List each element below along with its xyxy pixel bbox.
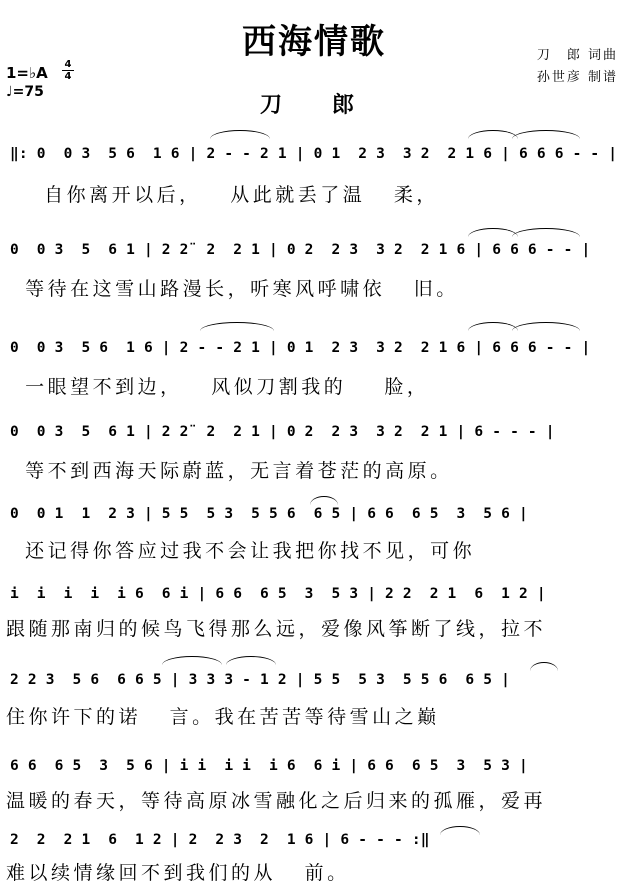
lyric-line-1: 自你离开以后， 从此就丢了温 柔， <box>6 184 439 206</box>
slur-mark <box>200 322 274 331</box>
slur-mark <box>468 130 518 139</box>
song-title: 西海情歌 <box>242 22 386 62</box>
slur-mark <box>512 228 580 237</box>
time-signature <box>62 59 74 82</box>
slur-mark <box>512 322 580 331</box>
transcriber-credit: 孙世彦 制谱 <box>536 70 618 85</box>
slur-mark <box>310 496 338 505</box>
slur-mark <box>440 826 480 835</box>
slur-mark <box>468 322 518 331</box>
slur-mark <box>530 662 558 671</box>
slur-mark <box>512 130 580 139</box>
slur-mark <box>162 656 222 665</box>
singer-name: 刀 郎 <box>259 92 368 118</box>
lyric-line-4: 等不到西海天际蔚蓝，无言着苍茫的高原。 <box>6 460 453 482</box>
lyricist-composer-credit: 刀 郎 词曲 <box>536 48 618 63</box>
lyric-line-5: 还记得你答应过我不会让我把你找不见，可你 <box>6 540 476 562</box>
lyric-line-2: 等待在这雪山路漫长，听寒风呼啸依 旧。 <box>6 278 459 300</box>
tempo-marking: ♩=75 <box>6 84 44 100</box>
notation-line-4: 0 0 3 5 6 1 | 2 2̈ 2 2 1 | 0 2 2 3 3 2 2 1 | 6 - - - | <box>10 424 555 440</box>
lyric-line-7: 住你许下的诺 言。我在苦苦等待雪山之巅 <box>6 706 440 728</box>
notation-line-8: 6 6 6 5 3 5 6 | i i i i i 6 6 i | 6 6 6 5 3 5 3 | <box>10 758 528 774</box>
notation-line-9: 2 2 2 1 6 1 2 | 2 2 3 2 1 6 | 6 - - - :‖ <box>10 832 430 848</box>
lyric-line-8: 温暖的春天，等待高原冰雪融化之后归来的孤雁，爱再 <box>6 790 547 812</box>
time-signature-top: 4 <box>64 59 72 70</box>
slur-mark <box>210 130 270 139</box>
lyric-line-3: 一眼望不到边， 风似刀割我的 脸， <box>6 376 430 398</box>
slur-mark <box>468 228 518 237</box>
lyric-line-6: 跟随那南归的候鸟飞得那么远，爱像风筝断了线，拉不 <box>6 618 547 640</box>
notation-line-1: ‖: 0 0 3 5 6 1 6 | 2 - - 2 1 | 0 1 2 3 3 2 2 1 6 | 6 6 6 - - | <box>10 146 618 162</box>
notation-line-2: 0 0 3 5 6 1 | 2 2̈ 2 2 1 | 0 2 2 3 3 2 2 1 6 | 6 6 6 - - | <box>10 242 591 258</box>
key-signature: 1=♭A <box>6 64 48 82</box>
notation-line-3: 0 0 3 5 6 1 6 | 2 - - 2 1 | 0 1 2 3 3 2 2 1 6 | 6 6 6 - - | <box>10 340 591 356</box>
lyric-line-9: 难以续情缘回不到我们的从 前。 <box>6 862 350 884</box>
time-signature-bottom: 4 <box>64 71 72 82</box>
slur-mark <box>226 656 276 665</box>
notation-line-6: i i i i i 6 6 i | 6 6 6 5 3 5 3 | 2 2 2 1 6 1 2 | <box>10 586 546 602</box>
notation-line-7: 2 2 3 5 6 6 6 5 | 3 3 3 - 1 2 | 5 5 5 3 5 5 6 6 5 | <box>10 672 511 688</box>
notation-line-5: 0 0 1 1 2 3 | 5 5 5 3 5 5 6 6 5 | 6 6 6 5 3 5 6 | <box>10 506 528 522</box>
